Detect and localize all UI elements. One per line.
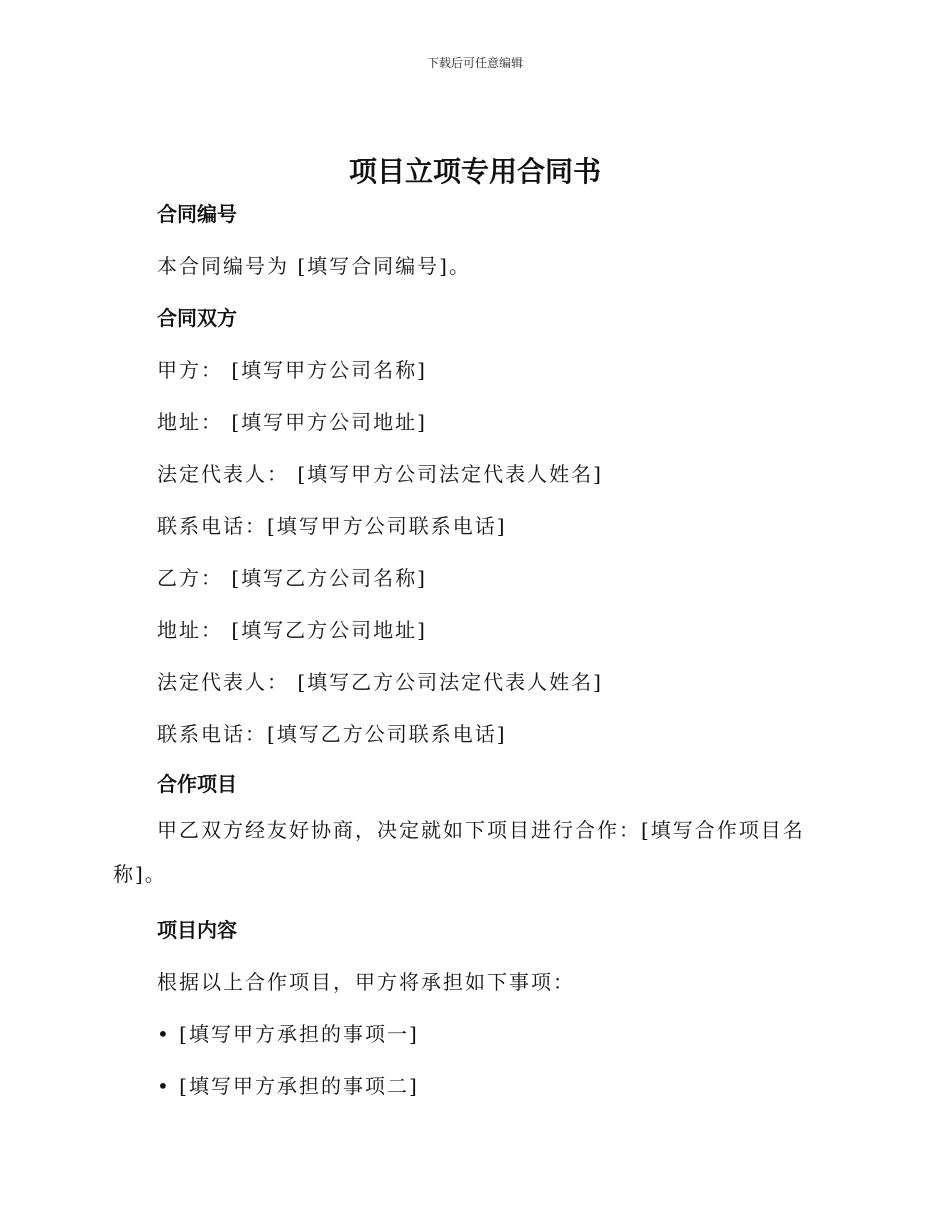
party-a-address: 地址： [填写甲方公司地址] xyxy=(157,410,427,434)
party-a-legal-rep: 法定代表人： [填写甲方公司法定代表人姓名] xyxy=(157,462,603,486)
heading-project: 合作项目 xyxy=(157,772,237,796)
heading-parties: 合同双方 xyxy=(157,306,237,330)
content-item-1: • [填写甲方承担的事项一] xyxy=(157,1022,419,1046)
party-b-name: 乙方： [填写乙方公司名称] xyxy=(157,566,427,590)
heading-contract-no: 合同编号 xyxy=(157,202,237,226)
party-a-name: 甲方： [填写甲方公司名称] xyxy=(157,358,427,382)
document-title: 项目立项专用合同书 xyxy=(348,155,601,188)
content-item-2: • [填写甲方承担的事项二] xyxy=(157,1074,419,1098)
header-note: 下载后可任意编辑 xyxy=(426,56,523,70)
project-text: 甲乙双方经友好协商，决定就如下项目进行合作：[填写合作项目名称]。 xyxy=(113,818,805,886)
party-a-phone: 联系电话：[填写甲方公司联系电话] xyxy=(157,514,507,538)
party-b-address: 地址： [填写乙方公司地址] xyxy=(157,618,427,642)
content-intro: 根据以上合作项目，甲方将承担如下事项： xyxy=(157,970,575,994)
contract-no-text: 本合同编号为 [填写合同编号]。 xyxy=(157,254,471,278)
party-b-legal-rep: 法定代表人： [填写乙方公司法定代表人姓名] xyxy=(157,670,603,694)
party-b-phone: 联系电话：[填写乙方公司联系电话] xyxy=(157,722,507,746)
heading-content: 项目内容 xyxy=(157,918,237,942)
